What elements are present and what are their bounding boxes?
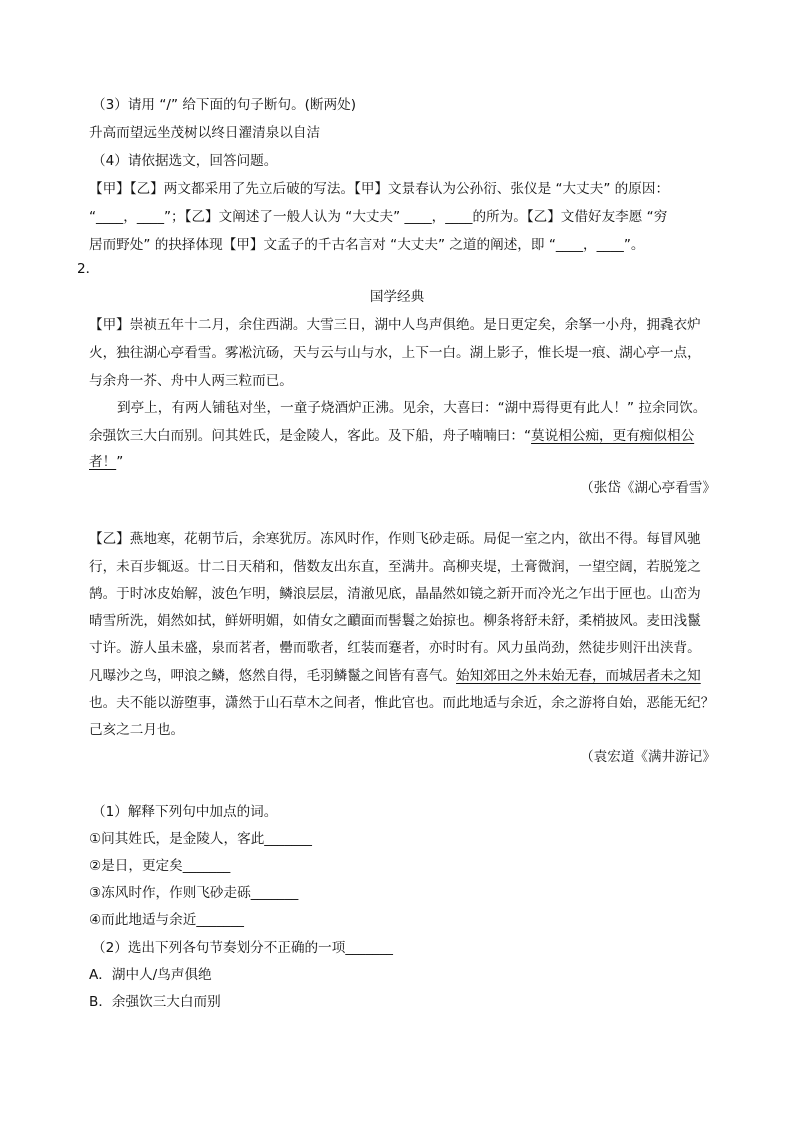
question-1-prompt: （1）解释下列句中加点的词。 bbox=[92, 804, 278, 820]
underlined-sentence-yi: 始知郊田之外未始无春，而城居者未之知 bbox=[456, 668, 701, 684]
passage-jia-line-6 bbox=[89, 452, 123, 472]
passage-yi-line-4: 晴雪所洗，娟然如拭，鲜妍明媚，如倩女之靧面而髻鬟之始掠也。柳条将舒未舒，柔梢披风。麦田浅鬣 bbox=[89, 613, 701, 629]
underlined-sentence-jia-part-2: 者！ bbox=[89, 454, 117, 470]
passage-yi-line-7: 也。夫不能以游堕事，潇然于山石草木之间者，惟此官也。而此地适与余近，余之游将自始，恶能无纪？ bbox=[89, 695, 715, 711]
question-3-sentence: 升高而望远坐茂树以终日濯清泉以自洁 bbox=[89, 125, 321, 141]
question-4-prompt: （4）请依据选文，回答问题。 bbox=[92, 153, 278, 169]
question-3-prompt: （3）请用 “/” 给下面的句子断句。(断两处) bbox=[92, 97, 357, 113]
passage-yi-line-5: 寸许。游人虽未盛，泉而茗者，罍而歌者，红装而蹇者，亦时时有。风力虽尚劲，然徒步则汗出浃背。 bbox=[89, 640, 701, 656]
question-1-item-b: ②是日，更定矣_______ bbox=[89, 858, 231, 874]
question-4-line-2: “____，____”；【乙】文阐述了一般人认为 “大丈夫” ____，____的所为。【乙】文借好友李愿 “穷 bbox=[89, 209, 668, 225]
underlined-sentence-jia-part-1: 莫说相公痴，更有痴似相公 bbox=[531, 428, 695, 444]
question-2-option-a: A．湖中人/鸟声俱绝 bbox=[89, 967, 212, 983]
passage-yi-line-8: 己亥之二月也。 bbox=[89, 722, 185, 738]
passage-yi-line-2: 行，未百步辄返。廿二日天稍和，偕数友出东直，至满井。高柳夹堤，土膏微润，一望空阔，若脱笼之 bbox=[89, 559, 701, 575]
question-2-option-b: B．余强饮三大白而别 bbox=[89, 994, 221, 1010]
item-number: 2． bbox=[77, 261, 100, 277]
passage-jia-source: （张岱《湖心亭看雪》 bbox=[580, 480, 716, 496]
passage-jia-line-1: 【甲】崇祯五年十二月，余住西湖。大雪三日，湖中人鸟声俱绝。是日更定矣，余拏一小舟，拥毳衣炉 bbox=[89, 317, 701, 333]
question-4-line-3: 居而野处” 的抉择体现【甲】文孟子的千古名言对 “大丈夫” 之道的阐述，即 “____，____”。 bbox=[89, 237, 645, 253]
passage-jia-line-4: 到亭上，有两人铺毡对坐，一童子烧酒炉正沸。见余，大喜曰：“湖中焉得更有此人！” 拉余同饮。 bbox=[117, 400, 707, 416]
passage-jia-line-6-quote: ” bbox=[116, 454, 124, 470]
section-title: 国学经典 bbox=[369, 289, 425, 305]
passage-yi-source: （袁宏道《满井游记》 bbox=[580, 749, 716, 765]
passage-jia-line-5 bbox=[89, 426, 694, 446]
question-1-item-a: ①问其姓氏，是金陵人，客此_______ bbox=[89, 831, 312, 847]
passage-jia-line-2: 火，独往湖心亭看雪。雾凇沆砀，天与云与山与水，上下一白。湖上影子，惟长堤一痕、湖心亭一点， bbox=[89, 345, 701, 361]
passage-jia-line-3: 与余舟一芥、舟中人两三粒而已。 bbox=[89, 373, 293, 389]
passage-yi-line-1: 【乙】燕地寒，花朝节后，余寒犹厉。冻风时作，作则飞砂走砾。局促一室之内，欲出不得。每冒风驰 bbox=[89, 531, 701, 547]
passage-yi-line-6-text: 凡曝沙之鸟，呷浪之鳞，悠然自得，毛羽鳞鬣之间皆有喜气。 bbox=[89, 668, 457, 684]
passage-yi-line-6 bbox=[89, 666, 701, 686]
question-1-item-d: ④而此地适与余近_______ bbox=[89, 912, 244, 928]
passage-jia-line-5-text: 余强饮三大白而别。问其姓氏，是金陵人，客此。及下船，舟子喃喃曰：“ bbox=[89, 428, 532, 444]
question-4-line-1: 【甲】【乙】两文都采用了先立后破的写法。【甲】文景春认为公孙衍、张仪是 “大丈夫” 的原因： bbox=[89, 181, 670, 197]
question-1-item-c: ③冻风时作，作则飞砂走砾_______ bbox=[89, 885, 299, 901]
passage-yi-line-3: 鹄。于时冰皮始解，波色乍明，鳞浪层层，清澈见底，晶晶然如镜之新开而冷光之乍出于匣也。山峦为 bbox=[89, 586, 701, 602]
question-2-prompt: （2）选出下列各句节奏划分不正确的一项_______ bbox=[92, 940, 393, 956]
